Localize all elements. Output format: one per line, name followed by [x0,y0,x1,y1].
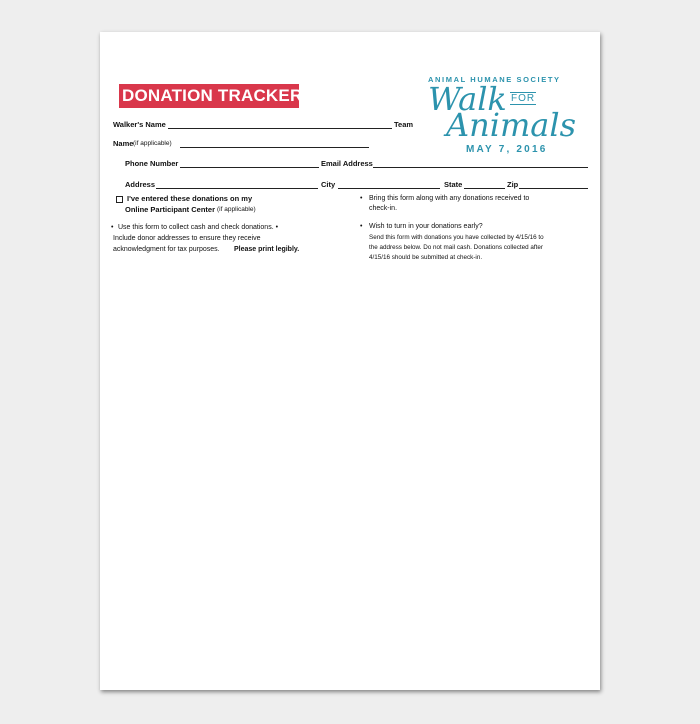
right-bullet1-line2: check-in. [369,205,398,212]
city-label: City [321,180,336,189]
left-instruction-bold: Please print legibly. [234,246,300,253]
email-label: Email Address [321,159,373,168]
title-banner [119,84,303,108]
email-field[interactable] [373,167,588,168]
phone-field[interactable] [180,167,319,168]
left-instruction-line1: Use this form to collect cash and check donations. • [118,224,279,231]
logo-animals-text: Animals [446,106,577,144]
address-field[interactable] [156,188,318,189]
zip-label: Zip [507,180,519,189]
bullet-icon: • [111,224,114,231]
logo-date-text: MAY 7, 2016 [466,144,548,155]
walker-name-label: Walker's Name [113,120,166,129]
left-instruction-line3: acknowledgment for tax purposes. [113,246,220,253]
right-bullet1-line1: Bring this form along with any donations received to [369,195,530,202]
bullet-icon: • [360,223,363,230]
address-label: Address [125,180,156,189]
name-field[interactable] [180,147,369,148]
state-label: State [444,180,463,189]
bullet-icon: • [360,195,363,202]
document-page [100,32,600,690]
logo-walk-text: Walk [428,80,507,118]
name-label: Name [113,139,134,148]
zip-field[interactable] [519,188,588,189]
logo-for-text: FOR [511,93,536,104]
team-label: Team [394,120,414,129]
walker-name-field[interactable] [168,128,392,129]
online-center-checkbox[interactable] [116,196,123,203]
right-bullet2-line1: Send this form with donations you have collected by 4/15/16 to [369,234,544,241]
state-field[interactable] [464,188,505,189]
logo-society-text: ANIMAL HUMANE SOCIETY [428,75,561,84]
right-bullet2-line2: the address below. Do not mail cash. Donations collected after [369,244,543,251]
name-note: (if applicable) [133,140,172,147]
page-title: DONATION TRACKER [122,86,303,105]
checkbox-label-note: (if applicable) [217,206,256,213]
right-bullet2-heading: Wish to turn in your donations early? [369,223,483,230]
right-bullet2-line3: 4/15/16 should be submitted at check-in. [369,254,483,261]
phone-label: Phone Number [125,159,179,168]
city-field[interactable] [338,188,440,189]
checkbox-label-line2: Online Participant Center [125,205,216,214]
checkbox-label-line1: I've entered these donations on my [127,194,253,203]
left-instruction-line2: Include donor addresses to ensure they receive [113,235,261,242]
